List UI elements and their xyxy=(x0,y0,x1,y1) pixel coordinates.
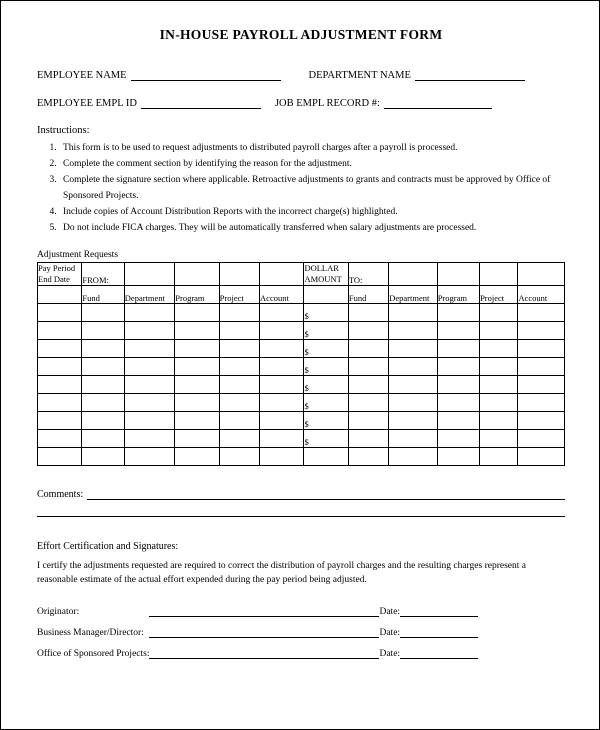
comments-row xyxy=(37,488,565,500)
cell-from-department[interactable] xyxy=(124,430,174,448)
cell-from-fund[interactable] xyxy=(82,376,124,394)
signature-label-sponsored-projects: Office of Sponsored Projects: xyxy=(37,649,150,659)
cell-from-fund[interactable] xyxy=(82,430,124,448)
table-subheader-row xyxy=(38,286,565,304)
subcolumn-header-from-project: Project xyxy=(219,286,259,304)
cell-pay-period[interactable] xyxy=(38,322,82,340)
certification-heading: Effort Certification and Signatures: xyxy=(37,541,179,552)
cell-from-project[interactable] xyxy=(219,430,259,448)
cell-to-department[interactable] xyxy=(389,394,437,412)
cell-to-project[interactable] xyxy=(480,358,518,376)
cell-dollar-amount[interactable]: $ xyxy=(304,376,348,394)
instruction-item: 5. Do not include FICA charges. They will be automatically transferred when salary adjustments are processed. xyxy=(59,220,565,236)
cell-from-account[interactable] xyxy=(260,358,304,376)
date-input-sponsored-projects[interactable] xyxy=(400,647,478,659)
cell-pay-period[interactable] xyxy=(38,394,82,412)
cell-dollar-amount[interactable]: $ xyxy=(304,322,348,340)
comments-input-line-2[interactable] xyxy=(37,503,565,517)
employee-empl-id-label: EMPLOYEE EMPL ID xyxy=(37,98,137,109)
cell-to-fund[interactable] xyxy=(348,358,388,376)
cell-to-program[interactable] xyxy=(437,394,479,412)
cell-pay-period[interactable] xyxy=(38,448,82,466)
cell-from-account[interactable] xyxy=(260,322,304,340)
column-header-dollar-amount: DOLLAR AMOUNT xyxy=(304,263,348,286)
cell-to-department[interactable] xyxy=(389,376,437,394)
cell-to-department[interactable] xyxy=(389,412,437,430)
cell-to-fund[interactable] xyxy=(348,430,388,448)
cell-to-project[interactable] xyxy=(480,448,518,466)
cell-from-project[interactable] xyxy=(219,322,259,340)
cell-to-fund[interactable] xyxy=(348,412,388,430)
table-row xyxy=(38,412,565,430)
cell-from-fund[interactable] xyxy=(82,304,124,322)
column-header-pay-period: Pay Period End Date xyxy=(38,263,82,286)
signature-row-sponsored-projects xyxy=(37,647,478,668)
cell-from-fund[interactable] xyxy=(82,394,124,412)
subcolumn-header-to-project: Project xyxy=(480,286,518,304)
cell-from-program[interactable] xyxy=(175,448,219,466)
column-header-to-account xyxy=(518,263,565,286)
cell-from-program[interactable] xyxy=(175,340,219,358)
employee-empl-id-input[interactable] xyxy=(141,97,261,109)
cell-to-project[interactable] xyxy=(480,340,518,358)
cell-to-fund[interactable] xyxy=(348,448,388,466)
cell-dollar-amount[interactable]: $ xyxy=(304,358,348,376)
column-header-from-program xyxy=(175,263,219,286)
signature-label-business-manager: Business Manager/Director: xyxy=(37,628,144,638)
date-input-originator[interactable] xyxy=(400,605,478,617)
table-row xyxy=(38,322,565,340)
cell-from-account[interactable] xyxy=(260,304,304,322)
cell-from-account[interactable] xyxy=(260,376,304,394)
cell-to-account[interactable] xyxy=(518,394,565,412)
group-header-from: FROM: xyxy=(82,263,124,286)
subcolumn-header-to-department: Department xyxy=(389,286,437,304)
subcolumn-header-from-fund: Fund xyxy=(82,286,124,304)
cell-from-fund[interactable] xyxy=(82,412,124,430)
cell-from-account[interactable] xyxy=(260,448,304,466)
cell-to-program[interactable] xyxy=(437,358,479,376)
column-header-from-account xyxy=(260,263,304,286)
subheader-blank-amount xyxy=(304,286,348,304)
cell-from-account[interactable] xyxy=(260,340,304,358)
cell-from-department[interactable] xyxy=(124,412,174,430)
table-row xyxy=(38,358,565,376)
cell-to-account[interactable] xyxy=(518,412,565,430)
column-header-to-project xyxy=(480,263,518,286)
employee-name-row xyxy=(37,69,565,81)
instruction-item: 3. Complete the signature section where applicable. Retroactive adjustments to grants and contracts must be approved by Office of Sponsored Projects. xyxy=(59,172,565,204)
table-row xyxy=(38,430,565,448)
cell-to-program[interactable] xyxy=(437,412,479,430)
cell-to-program[interactable] xyxy=(437,340,479,358)
cell-to-project[interactable] xyxy=(480,412,518,430)
cell-to-department[interactable] xyxy=(389,358,437,376)
cell-dollar-amount[interactable]: $ xyxy=(304,304,348,322)
cell-pay-period[interactable] xyxy=(38,304,82,322)
cell-from-department[interactable] xyxy=(124,376,174,394)
instructions-list xyxy=(37,140,565,236)
cell-from-fund[interactable] xyxy=(82,340,124,358)
table-row xyxy=(38,304,565,322)
cell-pay-period[interactable] xyxy=(38,340,82,358)
subcolumn-header-from-program: Program xyxy=(175,286,219,304)
cell-to-department[interactable] xyxy=(389,340,437,358)
certification-body: I certify the adjustments requested are required to correct the distribution of payroll charges and the resulting charges represent a reasonable estimate of the actual effort expended during the pay period being adjusted. xyxy=(37,561,526,585)
column-header-from-department xyxy=(124,263,174,286)
table-row xyxy=(38,376,565,394)
table-row xyxy=(38,394,565,412)
cell-to-department[interactable] xyxy=(389,430,437,448)
signature-input-sponsored-projects[interactable] xyxy=(149,647,379,659)
comments-section xyxy=(37,488,565,517)
table-header-row xyxy=(38,263,565,286)
cell-to-department[interactable] xyxy=(389,448,437,466)
cell-from-department[interactable] xyxy=(124,358,174,376)
cell-to-account[interactable] xyxy=(518,376,565,394)
job-empl-record-input[interactable] xyxy=(384,97,492,109)
signature-row-business-manager xyxy=(37,626,478,647)
cell-to-fund[interactable] xyxy=(348,376,388,394)
signature-input-business-manager[interactable] xyxy=(149,626,379,638)
group-header-to: TO: xyxy=(348,263,388,286)
cell-from-fund[interactable] xyxy=(82,448,124,466)
cell-from-department[interactable] xyxy=(124,394,174,412)
page-title: IN-HOUSE PAYROLL ADJUSTMENT FORM xyxy=(159,27,443,42)
cell-to-project[interactable] xyxy=(480,304,518,322)
cell-from-department[interactable] xyxy=(124,304,174,322)
cell-to-project[interactable] xyxy=(480,394,518,412)
department-name-input[interactable] xyxy=(415,69,525,81)
date-label-business-manager: Date: xyxy=(379,628,401,638)
cell-from-account[interactable] xyxy=(260,430,304,448)
column-header-from-project xyxy=(219,263,259,286)
form-content xyxy=(37,27,565,668)
table-row xyxy=(38,340,565,358)
cell-to-department[interactable] xyxy=(389,322,437,340)
cell-to-account[interactable] xyxy=(518,358,565,376)
signature-row-originator xyxy=(37,605,478,626)
cell-to-program[interactable] xyxy=(437,448,479,466)
cell-from-account[interactable] xyxy=(260,412,304,430)
cell-to-project[interactable] xyxy=(480,430,518,448)
date-input-business-manager[interactable] xyxy=(400,626,478,638)
adjustment-requests-label: Adjustment Requests xyxy=(37,250,119,260)
instruction-item: 4. Include copies of Account Distribution Reports with the incorrect charge(s) highlighted. xyxy=(59,204,565,220)
subcolumn-header-to-account: Account xyxy=(518,286,565,304)
cell-dollar-amount[interactable]: $ xyxy=(304,430,348,448)
cell-from-fund[interactable] xyxy=(82,322,124,340)
subheader-blank xyxy=(38,286,82,304)
cell-to-account[interactable] xyxy=(518,448,565,466)
date-label-originator: Date: xyxy=(379,607,401,617)
cell-to-program[interactable] xyxy=(437,376,479,394)
cell-from-project[interactable] xyxy=(219,394,259,412)
cell-pay-period[interactable] xyxy=(38,358,82,376)
cell-to-fund[interactable] xyxy=(348,304,388,322)
employee-id-row xyxy=(37,97,565,109)
cell-from-project[interactable] xyxy=(219,448,259,466)
department-name-label: DEPARTMENT NAME xyxy=(308,70,411,81)
comments-label: Comments: xyxy=(37,489,84,500)
cell-to-program[interactable] xyxy=(437,304,479,322)
cell-dollar-amount[interactable] xyxy=(304,448,348,466)
cell-from-project[interactable] xyxy=(219,412,259,430)
cell-from-department[interactable] xyxy=(124,448,174,466)
cell-to-program[interactable] xyxy=(437,322,479,340)
subcolumn-header-from-account: Account xyxy=(260,286,304,304)
cell-from-program[interactable] xyxy=(175,376,219,394)
cell-from-program[interactable] xyxy=(175,430,219,448)
cell-from-project[interactable] xyxy=(219,358,259,376)
subcolumn-header-from-department: Department xyxy=(124,286,174,304)
cell-from-project[interactable] xyxy=(219,340,259,358)
cell-from-program[interactable] xyxy=(175,412,219,430)
cell-to-account[interactable] xyxy=(518,430,565,448)
subcolumn-header-to-fund: Fund xyxy=(348,286,388,304)
table-row xyxy=(38,448,565,466)
table-body xyxy=(38,304,565,466)
subcolumn-header-to-program: Program xyxy=(437,286,479,304)
signature-label-originator: Originator: xyxy=(37,607,80,617)
instructions-heading: Instructions: xyxy=(37,125,90,136)
cell-from-program[interactable] xyxy=(175,322,219,340)
date-label-sponsored-projects: Date: xyxy=(379,649,401,659)
instruction-item: 2. Complete the comment section by identifying the reason for the adjustment. xyxy=(59,156,565,172)
adjustment-requests-table xyxy=(37,262,565,466)
cell-to-fund[interactable] xyxy=(348,322,388,340)
signature-input-originator[interactable] xyxy=(149,605,379,617)
cell-pay-period[interactable] xyxy=(38,376,82,394)
cell-to-department[interactable] xyxy=(389,304,437,322)
cell-to-account[interactable] xyxy=(518,322,565,340)
cell-from-program[interactable] xyxy=(175,304,219,322)
cell-to-account[interactable] xyxy=(518,304,565,322)
cell-from-department[interactable] xyxy=(124,322,174,340)
cell-from-account[interactable] xyxy=(260,394,304,412)
employee-name-label: EMPLOYEE NAME xyxy=(37,70,127,81)
employee-name-input[interactable] xyxy=(131,69,281,81)
cell-to-fund[interactable] xyxy=(348,394,388,412)
cell-from-project[interactable] xyxy=(219,376,259,394)
cell-from-fund[interactable] xyxy=(82,358,124,376)
column-header-to-department xyxy=(389,263,437,286)
cell-dollar-amount[interactable]: $ xyxy=(304,340,348,358)
job-empl-record-label: JOB EMPL RECORD #: xyxy=(274,98,380,109)
cell-pay-period[interactable] xyxy=(38,430,82,448)
cell-from-department[interactable] xyxy=(124,340,174,358)
cell-to-project[interactable] xyxy=(480,376,518,394)
cell-dollar-amount[interactable]: $ xyxy=(304,394,348,412)
cell-to-project[interactable] xyxy=(480,322,518,340)
cell-from-project[interactable] xyxy=(219,304,259,322)
signature-section xyxy=(37,605,478,668)
cell-from-program[interactable] xyxy=(175,358,219,376)
cell-dollar-amount[interactable]: $ xyxy=(304,412,348,430)
cell-to-account[interactable] xyxy=(518,340,565,358)
instruction-item: 1. This form is to be used to request adjustments to distributed payroll charges after a payroll is processed. xyxy=(59,140,565,156)
cell-to-fund[interactable] xyxy=(348,340,388,358)
column-header-to-program xyxy=(437,263,479,286)
cell-from-program[interactable] xyxy=(175,394,219,412)
comments-input-line-1[interactable] xyxy=(87,488,565,500)
cell-pay-period[interactable] xyxy=(38,412,82,430)
cell-to-program[interactable] xyxy=(437,430,479,448)
